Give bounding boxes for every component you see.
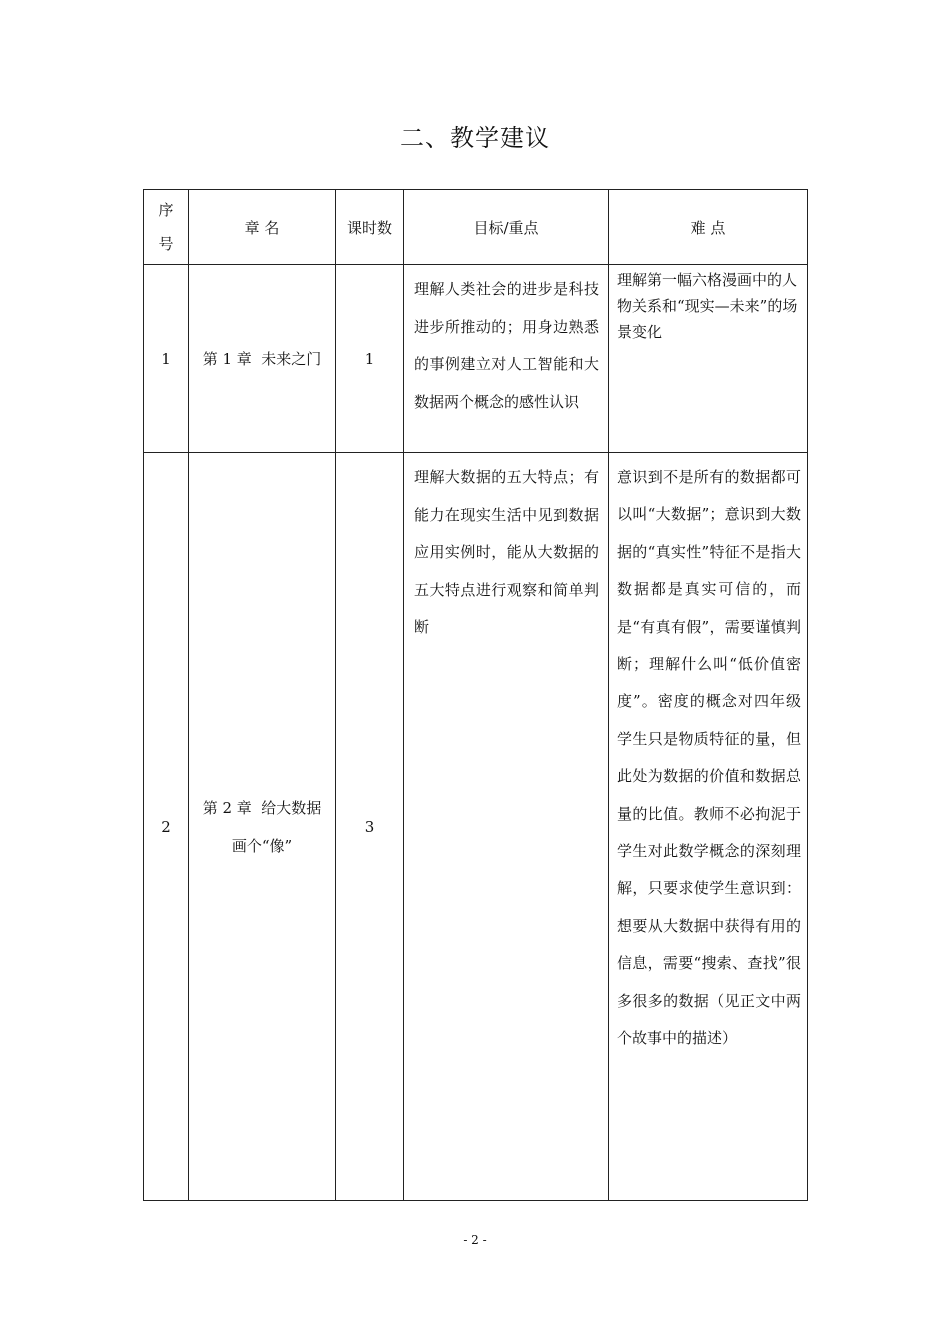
chapter-line: 第 1 章 未来之门 bbox=[202, 350, 322, 368]
header-seq-line1: 序 bbox=[158, 201, 174, 219]
header-hours: 课时数 bbox=[336, 190, 404, 265]
row-goals bbox=[404, 453, 609, 1201]
table-row bbox=[144, 453, 808, 1201]
row-seq: 1 bbox=[144, 265, 189, 453]
goals-text: 理解大数据的五大特点；有能力在现实生活中见到数据应用实例时，能从大数据的五大特点进行观察和简单判断 bbox=[414, 468, 599, 636]
header-difficulty: 难 点 bbox=[609, 190, 808, 265]
row-goals bbox=[404, 265, 609, 453]
chapter-line: 画个“像” bbox=[231, 836, 293, 855]
header-seq bbox=[144, 190, 189, 265]
row-chapter bbox=[189, 265, 336, 453]
row-difficulty bbox=[609, 265, 808, 453]
row-hours: 1 bbox=[336, 265, 404, 453]
table-row bbox=[144, 265, 808, 453]
table-header-row bbox=[144, 190, 808, 265]
header-chapter: 章 名 bbox=[189, 190, 336, 265]
teaching-plan-table bbox=[143, 189, 808, 1201]
row-chapter bbox=[189, 453, 336, 1201]
goals-text: 理解人类社会的进步是科技进步所推动的；用身边熟悉的事例建立对人工智能和大数据两个概念的感性认识 bbox=[414, 280, 599, 411]
difficulty-text: 意识到不是所有的数据都可以叫“大数据”；意识到大数据的“真实性”特征不是指大数据都是真实可信的，而是“有真有假”，需要谨慎判断；理解什么叫“低价值密度”。密度的概念对四年级学生只是物质特征的量，但此处为数据的价值和数据总量的比值。教师不必拘泥于学生对此数学概念的深刻理解，只要求使学生意识到：想要从大数据中获得有用的信息，需要“搜索、查找”很多很多的数据（见正文中两个故事中的描述） bbox=[617, 468, 801, 1048]
section-title: 二、教学建议 bbox=[400, 124, 550, 152]
difficulty-text: 理解第一幅六格漫画中的人物关系和“现实—未来”的场景变化 bbox=[617, 271, 798, 341]
page-number: - 2 - bbox=[463, 1233, 487, 1247]
row-seq: 2 bbox=[144, 453, 189, 1201]
chapter-line: 第 2 章 给大数据 bbox=[202, 798, 322, 817]
header-seq-line2: 号 bbox=[158, 235, 174, 253]
row-difficulty bbox=[609, 453, 808, 1201]
row-hours: 3 bbox=[336, 453, 404, 1201]
header-goals: 目标/重点 bbox=[404, 190, 609, 265]
